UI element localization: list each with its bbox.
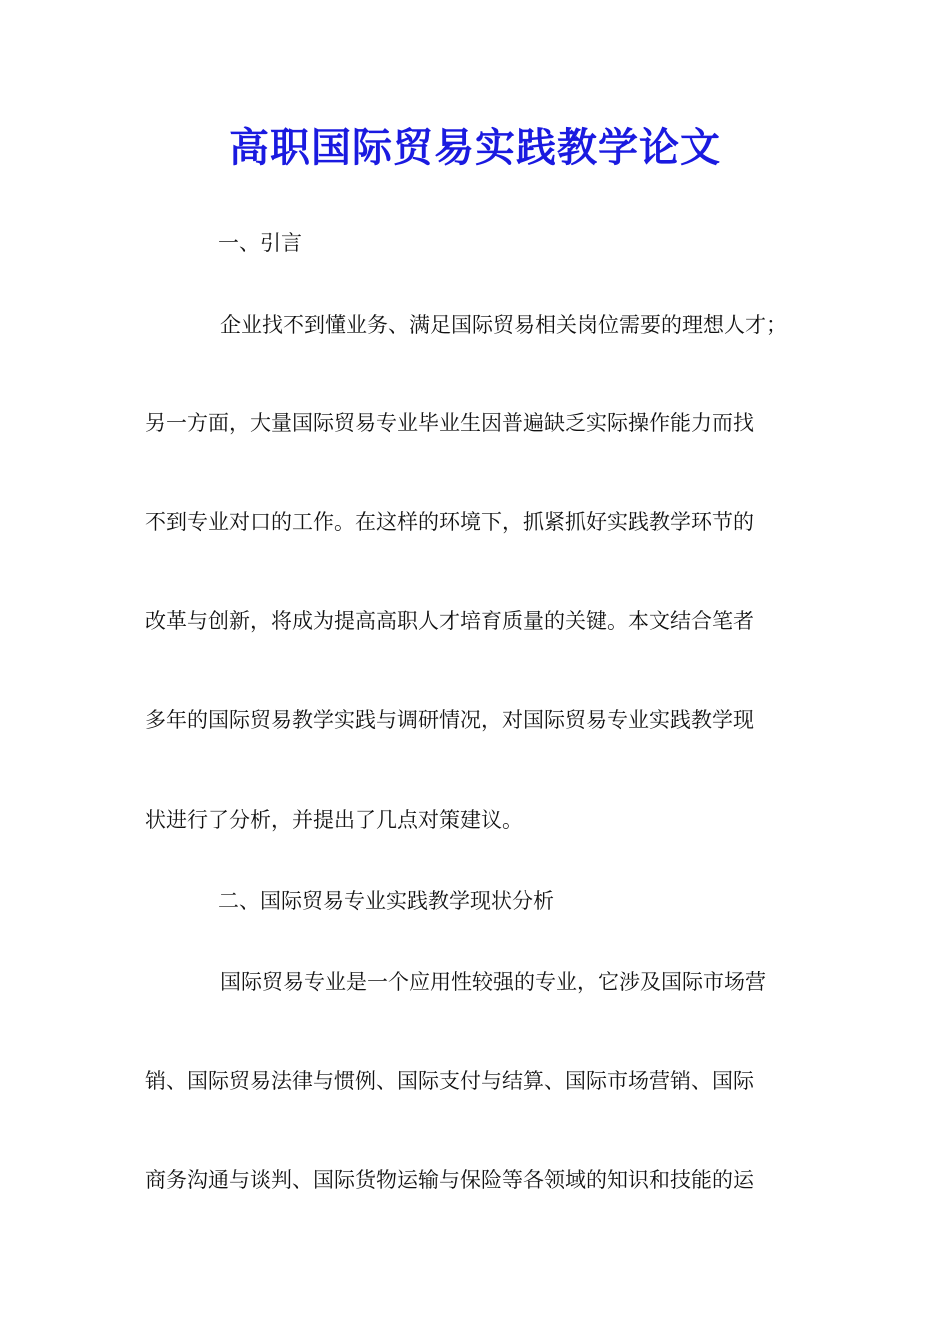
document-title: 高职国际贸易实践教学论文 — [229, 124, 721, 171]
paragraph-line: 另一方面，大量国际贸易专业毕业生因普遍缺乏实际操作能力而找 — [145, 411, 754, 435]
paragraph-line: 商务沟通与谈判、国际货物运输与保险等各领域的知识和技能的运 — [145, 1168, 754, 1192]
paragraph-line: 不到专业对口的工作。在这样的环境下，抓紧抓好实践教学环节的 — [145, 510, 754, 534]
paragraph-line: 销、国际贸易法律与惯例、国际支付与结算、国际市场营销、国际 — [145, 1069, 754, 1093]
section-heading-current-status: 二、国际贸易专业实践教学现状分析 — [218, 889, 554, 913]
section-heading-introduction: 一、引言 — [218, 231, 302, 255]
paragraph-line: 企业找不到懂业务、满足国际贸易相关岗位需要的理想人才； — [220, 313, 787, 337]
paragraph-line: 改革与创新，将成为提高高职人才培育质量的关键。本文结合笔者 — [145, 609, 754, 633]
paragraph-line: 多年的国际贸易教学实践与调研情况，对国际贸易专业实践教学现 — [145, 708, 754, 732]
paragraph-line: 状进行了分析，并提出了几点对策建议。 — [145, 808, 523, 832]
paragraph-line: 国际贸易专业是一个应用性较强的专业，它涉及国际市场营 — [220, 970, 766, 994]
